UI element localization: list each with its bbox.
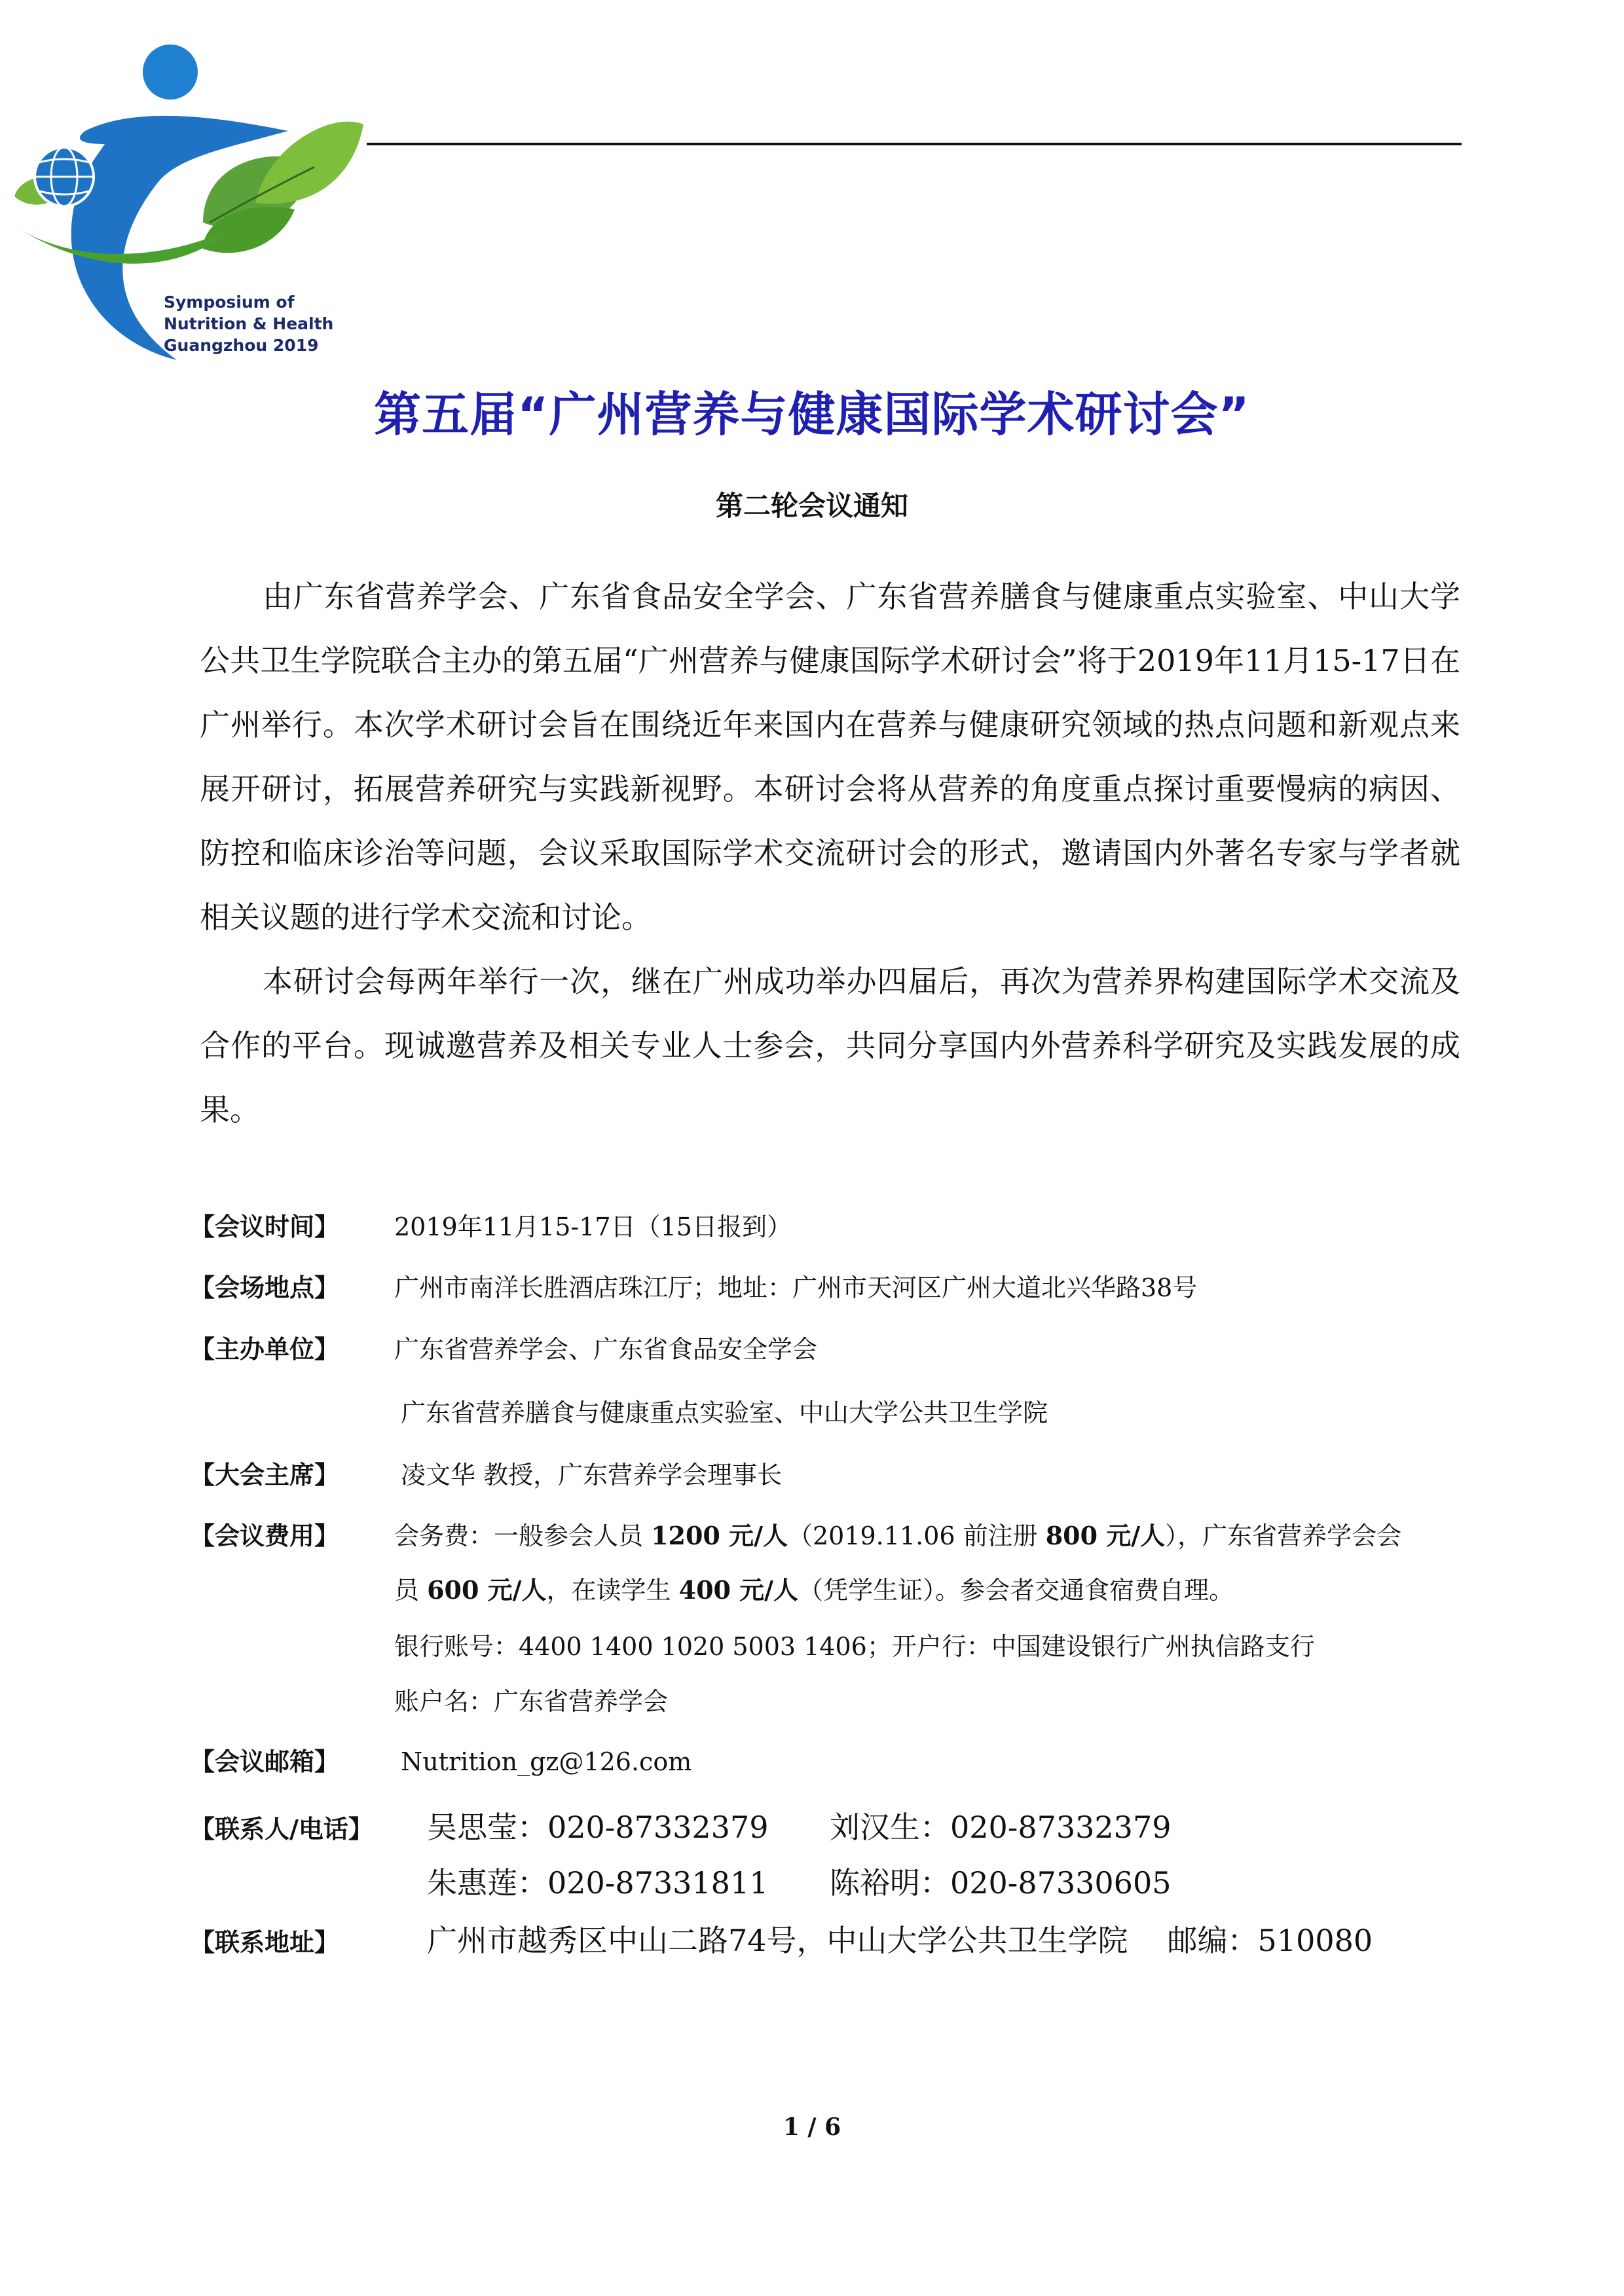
bank-account: 银行账号：4400 1400 1020 5003 1406；开户行：中国建设银行广州执信路支行 <box>394 1632 1315 1661</box>
info-value: 广州市越秀区中山二路74号，中山大学公共卫生学院 <box>427 1923 1128 1958</box>
logo-text-line: Nutrition & Health <box>164 314 334 333</box>
fee-text: （2019.11.06 前注册 <box>787 1522 1046 1550</box>
info-row-email <box>190 1741 692 1777</box>
fee-line <box>394 1570 1234 1606</box>
symposium-logo <box>7 33 373 380</box>
contact-person: 刘汉生：020-87332379 <box>830 1810 1172 1845</box>
logo-text-line: Guangzhou 2019 <box>164 336 319 355</box>
info-value: 广州市南洋长胜酒店珠江厅；地址：广州市天河区广州大道北兴华路38号 <box>394 1273 1198 1302</box>
info-label: 【大会主席】 <box>190 1461 340 1489</box>
info-label: 【联系人/电话】 <box>190 1815 373 1844</box>
intro-paragraph: 由广东省营养学会、广东省食品安全学会、广东省营养膳食与健康重点实验室、中山大学公共卫生学院联合主办的第五届“广州营养与健康国际学术研讨会”将于2019年11月15-17日在广州举行。本次学术研讨会旨在围绕近年来国内在营养与健康研究领域的热点问题和新观点来展开研讨，拓展营养研究与实践新视野。本研讨会将从营养的角度重点探讨重要慢病的病因、防控和临床诊治等问题，会议采取国际学术交流研讨会的形式，邀请国内外著名专家与学者就相关议题的进行学术交流和讨论。 <box>200 579 1460 935</box>
info-row-time <box>190 1207 792 1243</box>
fee-amount: 800 元/人 <box>1045 1521 1166 1550</box>
fee-text: ），广东省营养学会会 <box>1165 1522 1402 1550</box>
postcode: 邮编：510080 <box>1167 1923 1373 1958</box>
fee-text: 员 <box>394 1576 428 1605</box>
header-divider <box>367 143 1462 145</box>
logo-text-line: Symposium of <box>164 293 295 312</box>
info-label: 【会议邮箱】 <box>190 1747 340 1776</box>
info-value: 凌文华 教授，广东营养学会理事长 <box>401 1461 783 1489</box>
info-label: 【会场地点】 <box>190 1273 340 1302</box>
fee-amount: 600 元/人 <box>427 1575 547 1605</box>
fee-amount: 400 元/人 <box>678 1575 799 1605</box>
fee-text: （凭学生证）。参会者交通食宿费自理。 <box>798 1576 1234 1605</box>
document-subtitle: 第二轮会议通知 <box>715 490 908 522</box>
info-label: 【会议时间】 <box>190 1212 340 1241</box>
info-label: 【联系地址】 <box>190 1928 340 1957</box>
second-paragraph: 本研讨会每两年举行一次，继在广州成功举办四届后，再次为营养界构建国际学术交流及合作的平台。现诚邀营养及相关专业人士参会，共同分享国内外营养科学研究及实践发展的成果。 <box>200 964 1460 1127</box>
info-row-chair <box>190 1455 782 1491</box>
info-row-contacts <box>190 1804 1171 1847</box>
contact-person: 吴思莹：020-87332379 <box>427 1810 769 1845</box>
info-value: 广东省营养膳食与健康重点实验室、中山大学公共卫生学院 <box>401 1398 1048 1427</box>
info-row-address <box>190 1917 1373 1960</box>
document-title: 第五届“广州营养与健康国际学术研讨会” <box>374 387 1250 442</box>
fee-text: 会务费：一般参会人员 <box>394 1522 652 1550</box>
info-row-organizer <box>190 1329 817 1365</box>
info-label: 【主办单位】 <box>190 1335 340 1364</box>
info-row-fee <box>190 1516 1401 1552</box>
info-value: 2019年11月15-17日（15日报到） <box>394 1212 792 1241</box>
info-value: 广东省营养学会、广东省食品安全学会 <box>394 1335 818 1364</box>
page-number: 1 / 6 <box>783 2113 841 2141</box>
account-name: 账户名：广东省营养学会 <box>394 1687 669 1716</box>
contact-row-2 <box>427 1859 1171 1903</box>
fee-line <box>394 1516 1401 1552</box>
contact-person: 陈裕明：020-87330605 <box>830 1865 1172 1901</box>
info-row-venue <box>190 1267 1197 1303</box>
fee-text: ，在读学生 <box>546 1576 679 1605</box>
email-address[interactable]: Nutrition_gz@126.com <box>401 1747 692 1776</box>
info-label: 【会议费用】 <box>190 1522 340 1550</box>
fee-amount: 1200 元/人 <box>651 1521 788 1550</box>
contact-person: 朱惠莲：020-87331811 <box>427 1865 769 1901</box>
logo-text <box>164 291 333 356</box>
